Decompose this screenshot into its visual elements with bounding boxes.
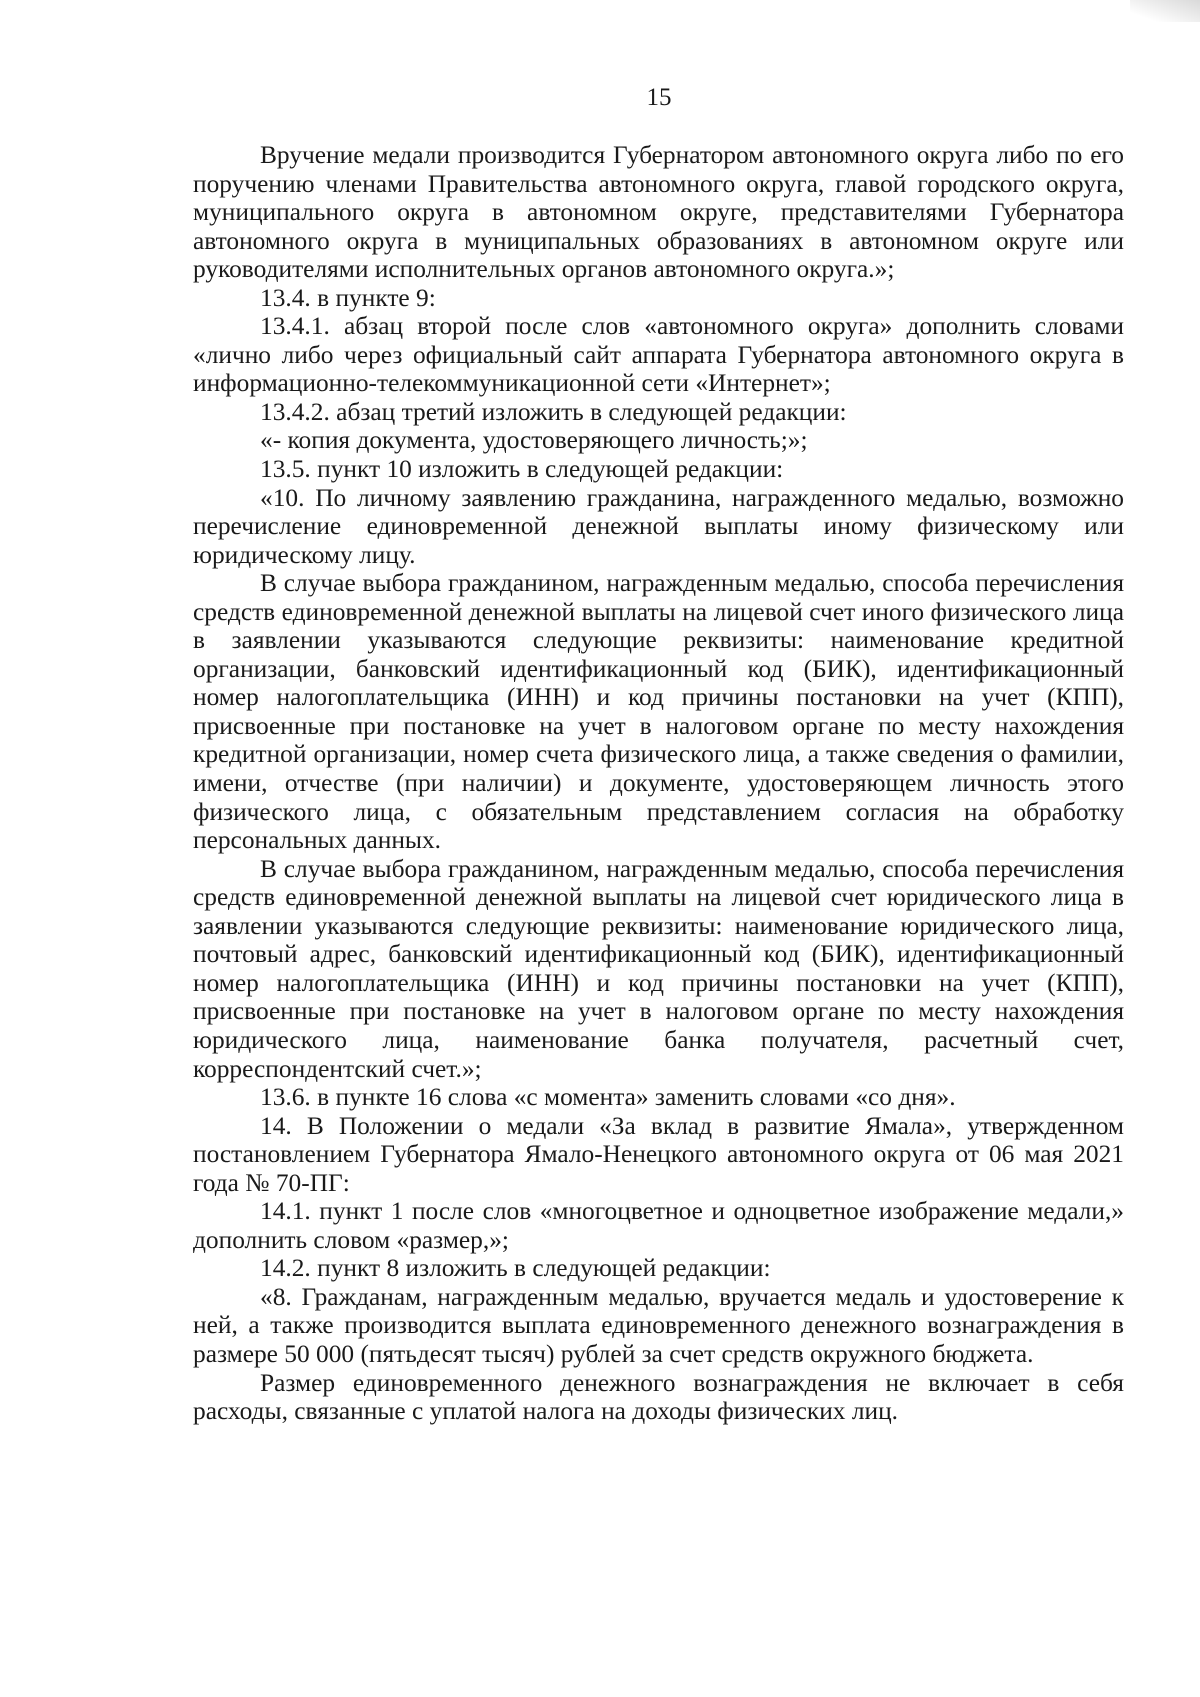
paragraph-individual-transfer: В случае выбора гражданином, награжденным медалью, способа перечисления средств единовременной денежной выплаты на лицевой счет иного физического лица в заявлении указываются следующие реквизиты: наименование кредитной организации, банковский идентификационный код (БИК), идентификационный номер налогоплательщика (ИНН) и код причины постановки на учет (КПП), присвоенные при постановке на учет в налоговом органе по месту нахождения кредитной организации, номер счета физического лица, а также сведения о фамилии, имени, отчестве (при наличии) и документе, удостоверяющем личность этого физического лица, с обязательным представлением согласия на обработку персональных данных. (193, 569, 1124, 855)
paragraph-13-4-2: 13.4.2. абзац третий изложить в следующей редакции: (260, 397, 847, 426)
document-body (193, 141, 1124, 1426)
paragraph-identity-copy: «- копия документа, удостоверяющего личность;»; (260, 426, 808, 455)
paragraph-item-8: «8. Гражданам, награжденным медалью, вручается медаль и удостоверение к ней, а также производится выплата единовременного денежного вознаграждения в размере 50 000 (пятьдесят тысяч) рублей за счет средств окружного бюджета. (193, 1282, 1124, 1368)
scan-artifact (1130, 0, 1200, 22)
paragraph-legal-entity-transfer: В случае выбора гражданином, награжденным медалью, способа перечисления средств единовременной денежной выплаты на лицевой счет юридического лица в заявлении указываются следующие реквизиты: наименование юридического лица, почтовый адрес, банковский идентификационный код (БИК), идентификационный номер налогоплательщика (ИНН) и код причины постановки на учет (КПП), присвоенные при постановке на учет в налоговом органе по месту нахождения юридического лица, наименование банка получателя, расчетный счет, корреспондентский счет.»; (193, 854, 1124, 1083)
paragraph-14-2: 14.2. пункт 8 изложить в следующей редакции: (260, 1254, 771, 1283)
paragraph-reward-tax: Размер единовременного денежного вознаграждения не включает в себя расходы, связанные с уплатой налога на доходы физических лиц. (193, 1368, 1124, 1426)
paragraph-13-6: 13.6. в пункте 16 слова «с момента» заменить словами «со дня». (260, 1083, 956, 1112)
paragraph-13-4: 13.4. в пункте 9: (260, 283, 436, 312)
paragraph-14: 14. В Положении о медали «За вклад в развитие Ямала», утвержденном постановлением Губернатора Ямало-Ненецкого автономного округа от 06 мая 2021 года № 70-ПГ: (193, 1111, 1124, 1197)
paragraph-13-5: 13.5. пункт 10 изложить в следующей редакции: (260, 455, 784, 484)
page-number: 15 (646, 84, 672, 111)
paragraph-14-1: 14.1. пункт 1 после слов «многоцветное и одноцветное изображение медали,» дополнить словом «размер,»; (193, 1197, 1124, 1254)
paragraph-medal-presentation: Вручение медали производится Губернатором автономного округа либо по его поручению членами Правительства автономного округа, главой городского округа, муниципального округа в автономном округе, представителями Губернатора автономного округа в муниципальных образованиях в автономном округе или руководителями исполнительных органов автономного округа.»; (193, 141, 1124, 284)
paragraph-item-10: «10. По личному заявлению гражданина, награжденного медалью, возможно перечисление единовременной денежной выплаты иному физическому или юридическому лицу. (193, 483, 1124, 569)
paragraph-13-4-1: 13.4.1. абзац второй после слов «автономного округа» дополнить словами «лично либо через официальный сайт аппарата Губернатора автономного округа в информационно-телекоммуникационной сети «Интернет»; (193, 312, 1124, 398)
